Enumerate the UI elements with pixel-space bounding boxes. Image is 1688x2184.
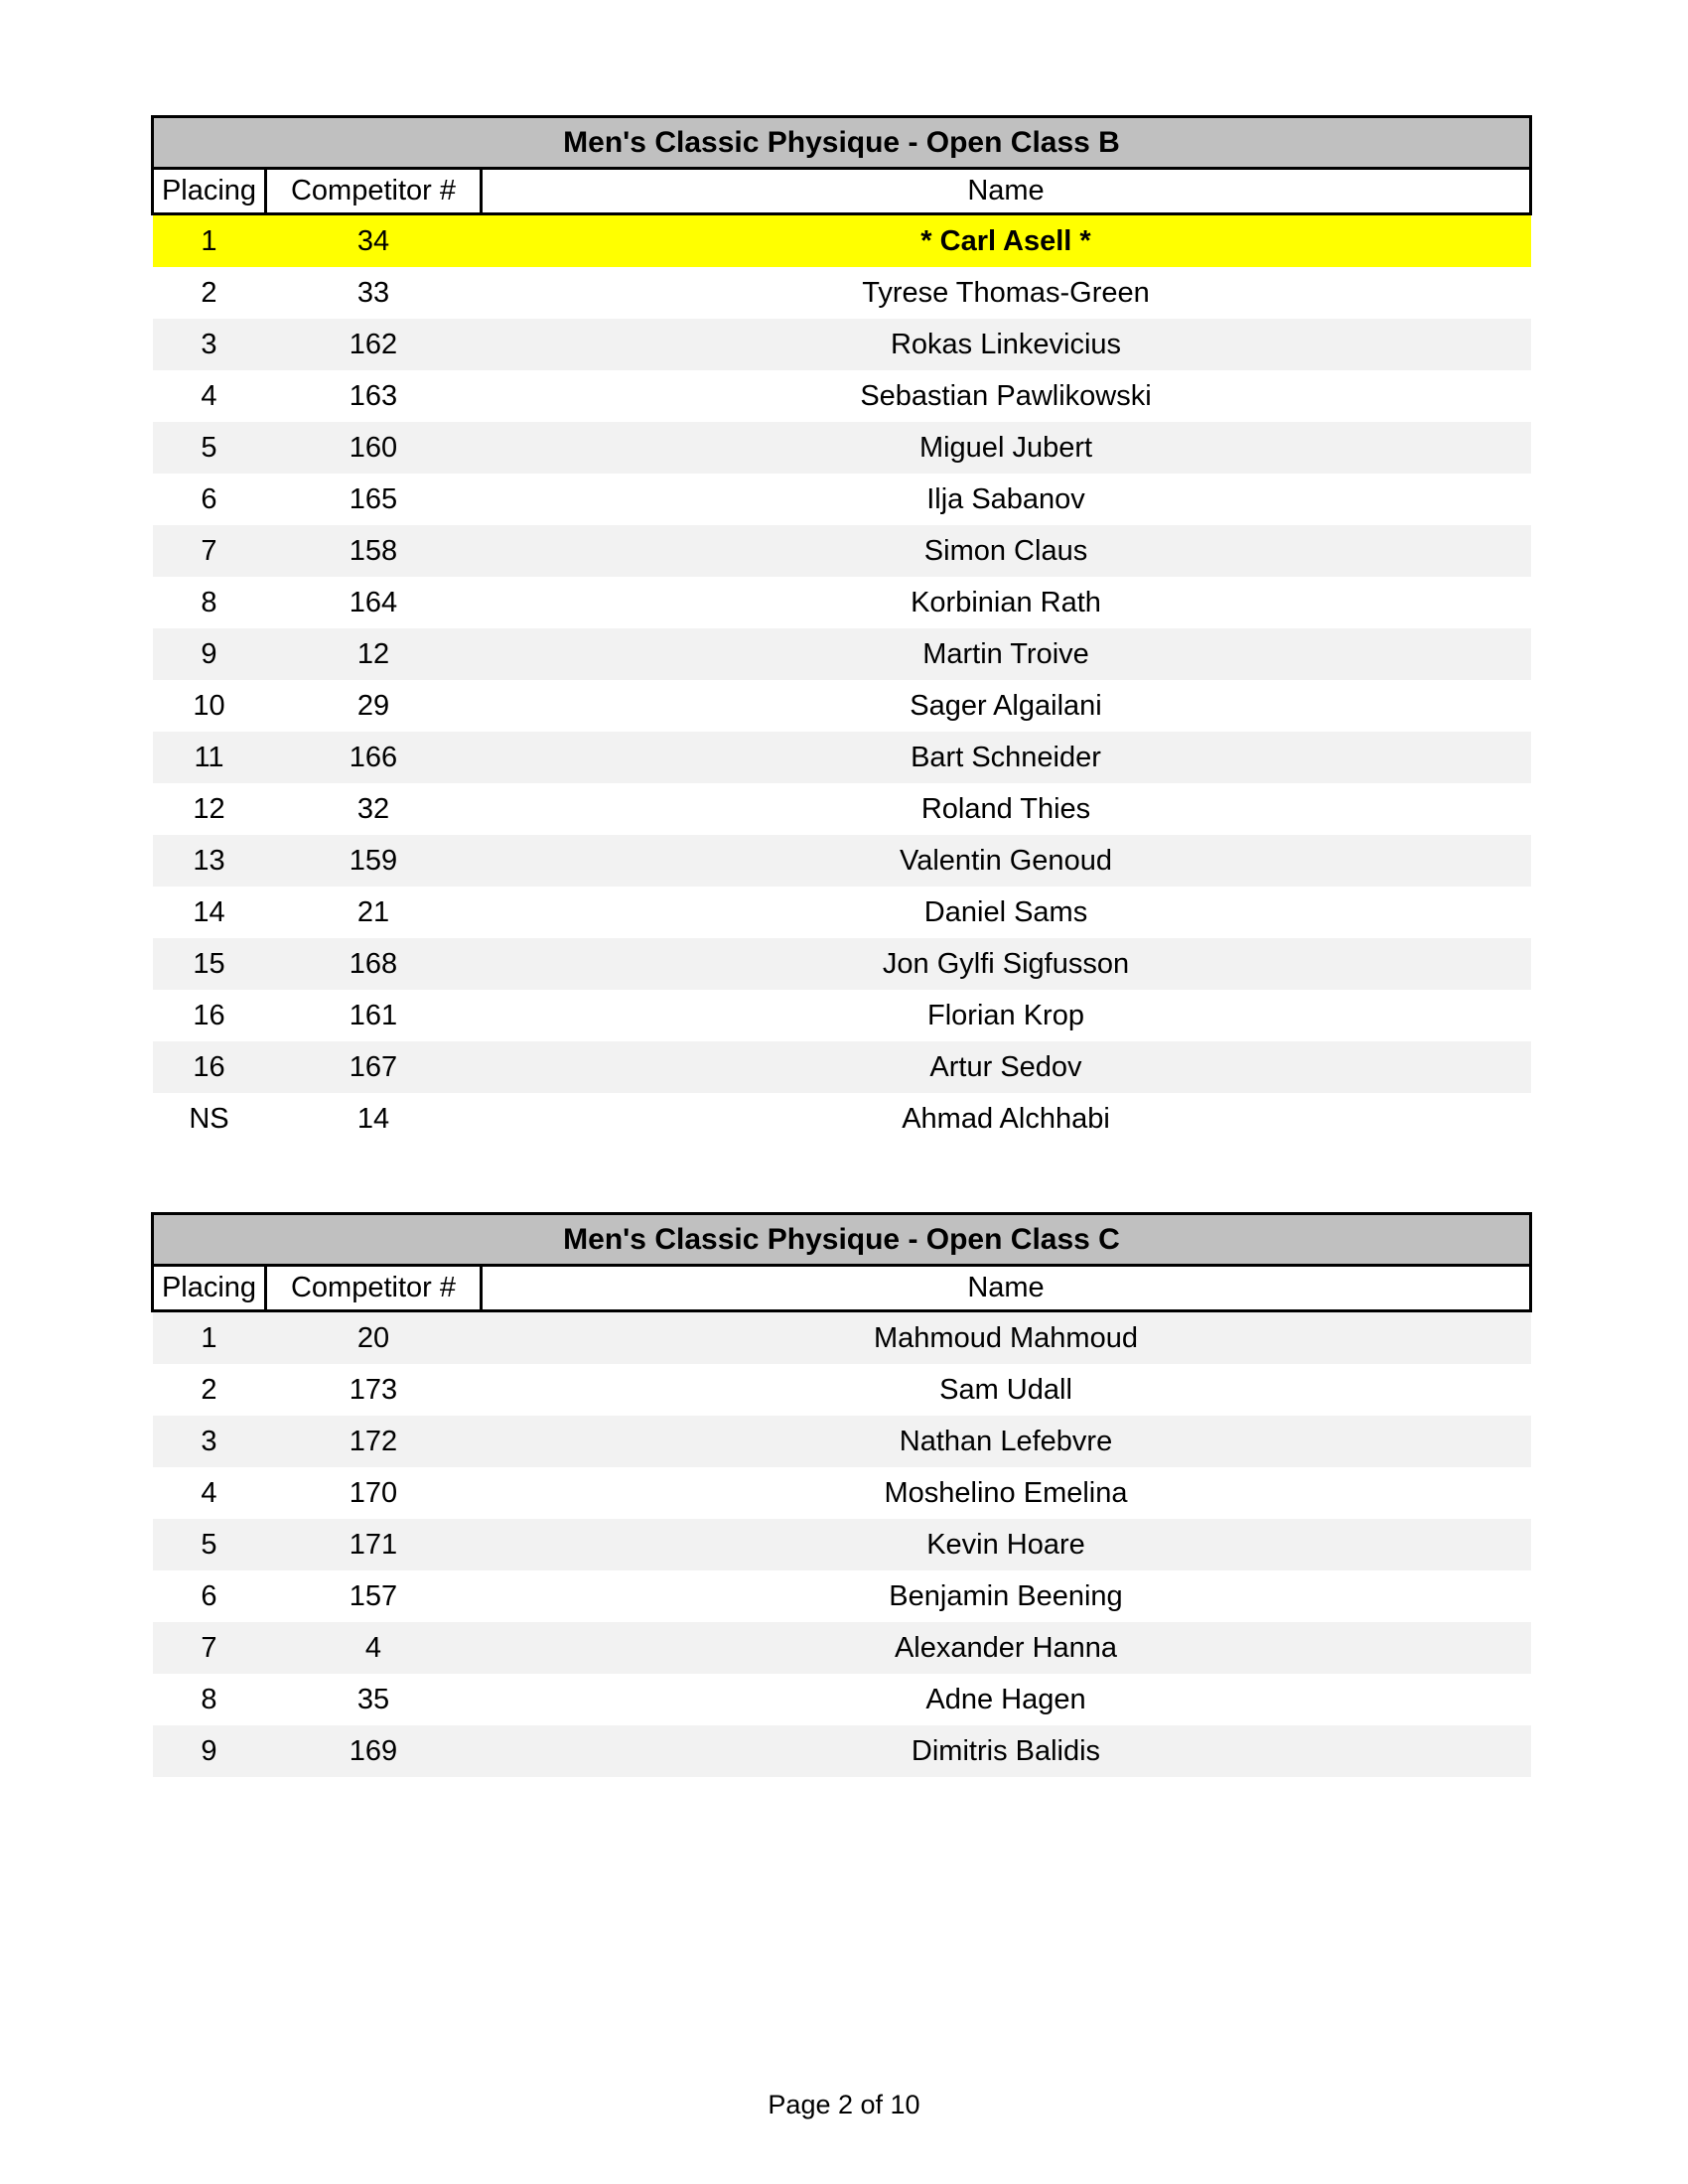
table-row xyxy=(153,628,1531,680)
page-number-footer: Page 2 of 10 xyxy=(768,2090,920,2119)
competitor-name-cell: Nathan Lefebvre xyxy=(899,1425,1113,1457)
competitor-number-cell: 20 xyxy=(356,1321,390,1354)
competitor-number-cell: 159 xyxy=(349,844,398,877)
competitor-number-cell: 4 xyxy=(364,1631,382,1664)
competitor-name-cell: Valentin Genoud xyxy=(900,844,1112,877)
placing-cell: 11 xyxy=(194,741,224,773)
competitor-number-cell: 172 xyxy=(349,1425,398,1457)
table-row xyxy=(153,1467,1531,1519)
results-table-class-c xyxy=(151,1212,1532,1777)
competitor-name-cell: Sager Algailani xyxy=(910,689,1102,722)
table-row xyxy=(153,1674,1531,1725)
competitor-number-cell: 35 xyxy=(356,1683,390,1715)
competitor-number-cell: 166 xyxy=(349,741,398,773)
placing-cell: 12 xyxy=(193,792,225,825)
competitor-name-cell: Ahmad Alchhabi xyxy=(902,1102,1110,1135)
table-row xyxy=(153,214,1531,268)
competitor-name-cell: Miguel Jubert xyxy=(918,431,1093,464)
competitor-name-cell: * Carl Asell * xyxy=(920,224,1091,257)
table-row xyxy=(153,835,1531,887)
placing-cell: 1 xyxy=(201,1321,217,1354)
column-header-row xyxy=(153,169,1531,214)
table-row xyxy=(153,370,1531,422)
table-row xyxy=(153,1519,1531,1570)
table-row xyxy=(153,1570,1531,1622)
competitor-number-cell: 167 xyxy=(349,1050,398,1083)
competitor-number-cell: 21 xyxy=(356,895,390,928)
competitor-name-cell: Moshelino Emelina xyxy=(884,1476,1128,1509)
competitor-name-cell: Sam Udall xyxy=(939,1373,1072,1406)
placing-cell: 8 xyxy=(201,1683,217,1715)
table-row xyxy=(153,732,1531,783)
competitor-name-cell: Artur Sedov xyxy=(929,1050,1082,1083)
competitor-name-cell: Simon Claus xyxy=(923,534,1088,567)
competitor-number-cell: 14 xyxy=(356,1102,390,1135)
placing-cell: 14 xyxy=(193,895,225,928)
placing-cell: NS xyxy=(189,1102,229,1135)
results-tables xyxy=(151,115,1532,1777)
table-title-row xyxy=(153,1214,1531,1266)
competitor-number-cell: 164 xyxy=(349,586,398,618)
column-header-name: Name xyxy=(482,1266,1531,1311)
placing-cell: 16 xyxy=(193,1050,225,1083)
competitor-name-cell: Bart Schneider xyxy=(911,741,1101,773)
competitor-number-cell: 29 xyxy=(356,689,390,722)
competitor-number-cell: 161 xyxy=(349,999,398,1031)
placing-cell: 8 xyxy=(201,586,217,618)
competitor-name-cell: Alexander Hanna xyxy=(894,1631,1118,1664)
competitor-name-cell: Korbinian Rath xyxy=(911,586,1101,618)
placing-cell: 10 xyxy=(193,689,225,722)
table-row xyxy=(153,422,1531,474)
competitor-number-cell: 160 xyxy=(349,431,398,464)
placing-cell: 7 xyxy=(201,1631,217,1664)
table-row xyxy=(153,267,1531,319)
competitor-name-cell: Benjamin Beening xyxy=(889,1579,1123,1612)
competitor-number-cell: 32 xyxy=(356,792,390,825)
competitor-number-cell: 157 xyxy=(349,1579,398,1612)
placing-cell: 5 xyxy=(201,431,217,464)
competitor-name-cell: Roland Thies xyxy=(920,792,1091,825)
competitor-number-cell: 33 xyxy=(356,276,390,309)
competitor-number-cell: 163 xyxy=(349,379,398,412)
table-row xyxy=(153,887,1531,938)
table-row xyxy=(153,1093,1531,1145)
table-row xyxy=(153,680,1531,732)
competitor-number-cell: 162 xyxy=(349,328,398,360)
table-row xyxy=(153,1725,1531,1777)
placing-cell: 3 xyxy=(201,328,217,360)
competitor-number-cell: 170 xyxy=(349,1476,398,1509)
table-row xyxy=(153,1416,1531,1467)
competitor-name-cell: Florian Krop xyxy=(927,999,1084,1031)
competitor-number-cell: 169 xyxy=(349,1734,398,1767)
column-header-row xyxy=(153,1266,1531,1311)
placing-cell: 1 xyxy=(201,224,217,257)
competitor-name-cell: Rokas Linkevicius xyxy=(890,328,1122,360)
competitor-name-cell: Adne Hagen xyxy=(925,1683,1086,1715)
placing-cell: 3 xyxy=(201,1425,217,1457)
placing-cell: 6 xyxy=(201,1579,217,1612)
table-row xyxy=(153,1364,1531,1416)
competitor-name-cell: Tyrese Thomas-Green xyxy=(862,276,1150,309)
competitor-name-cell: Kevin Hoare xyxy=(926,1528,1085,1561)
table-title: Men's Classic Physique - Open Class C xyxy=(153,1214,1531,1266)
placing-cell: 6 xyxy=(201,482,217,515)
placing-cell: 4 xyxy=(201,1476,217,1509)
table-row xyxy=(153,474,1531,525)
competitor-name-cell: Dimitris Balidis xyxy=(911,1734,1101,1767)
placing-cell: 5 xyxy=(201,1528,217,1561)
column-header-placing: Placing xyxy=(153,169,266,214)
competitor-number-cell: 158 xyxy=(349,534,398,567)
competitor-name-cell: Ilja Sabanov xyxy=(926,482,1085,515)
column-header-name: Name xyxy=(482,169,1531,214)
competitor-name-cell: Jon Gylfi Sigfusson xyxy=(882,947,1130,980)
table-row xyxy=(153,525,1531,577)
competitor-name-cell: Mahmoud Mahmoud xyxy=(874,1321,1138,1354)
placing-cell: 16 xyxy=(193,999,225,1031)
placing-cell: 2 xyxy=(201,276,217,309)
competitor-name-cell: Sebastian Pawlikowski xyxy=(860,379,1152,412)
column-header-competitor: Competitor # xyxy=(266,169,482,214)
competitor-name-cell: Martin Troive xyxy=(922,637,1089,670)
results-table-class-b xyxy=(151,115,1532,1145)
competitor-number-cell: 173 xyxy=(349,1373,398,1406)
table-title-row xyxy=(153,117,1531,169)
placing-cell: 15 xyxy=(193,947,225,980)
competitor-number-cell: 34 xyxy=(356,224,390,257)
column-header-competitor: Competitor # xyxy=(266,1266,482,1311)
table-row xyxy=(153,319,1531,370)
placing-cell: 2 xyxy=(201,1373,217,1406)
placing-cell: 9 xyxy=(201,637,217,670)
column-header-placing: Placing xyxy=(153,1266,266,1311)
table-title: Men's Classic Physique - Open Class B xyxy=(153,117,1531,169)
placing-cell: 13 xyxy=(193,844,225,877)
competitor-name-cell: Daniel Sams xyxy=(923,895,1088,928)
competitor-number-cell: 165 xyxy=(349,482,398,515)
placing-cell: 7 xyxy=(201,534,217,567)
table-row xyxy=(153,1041,1531,1093)
table-row xyxy=(153,938,1531,990)
competitor-number-cell: 168 xyxy=(349,947,398,980)
competitor-number-cell: 12 xyxy=(356,637,390,670)
table-row xyxy=(153,990,1531,1041)
table-row xyxy=(153,1311,1531,1365)
placing-cell: 4 xyxy=(201,379,217,412)
competitor-number-cell: 171 xyxy=(349,1528,398,1561)
placing-cell: 9 xyxy=(201,1734,217,1767)
table-row xyxy=(153,1622,1531,1674)
table-row xyxy=(153,577,1531,628)
table-row xyxy=(153,783,1531,835)
